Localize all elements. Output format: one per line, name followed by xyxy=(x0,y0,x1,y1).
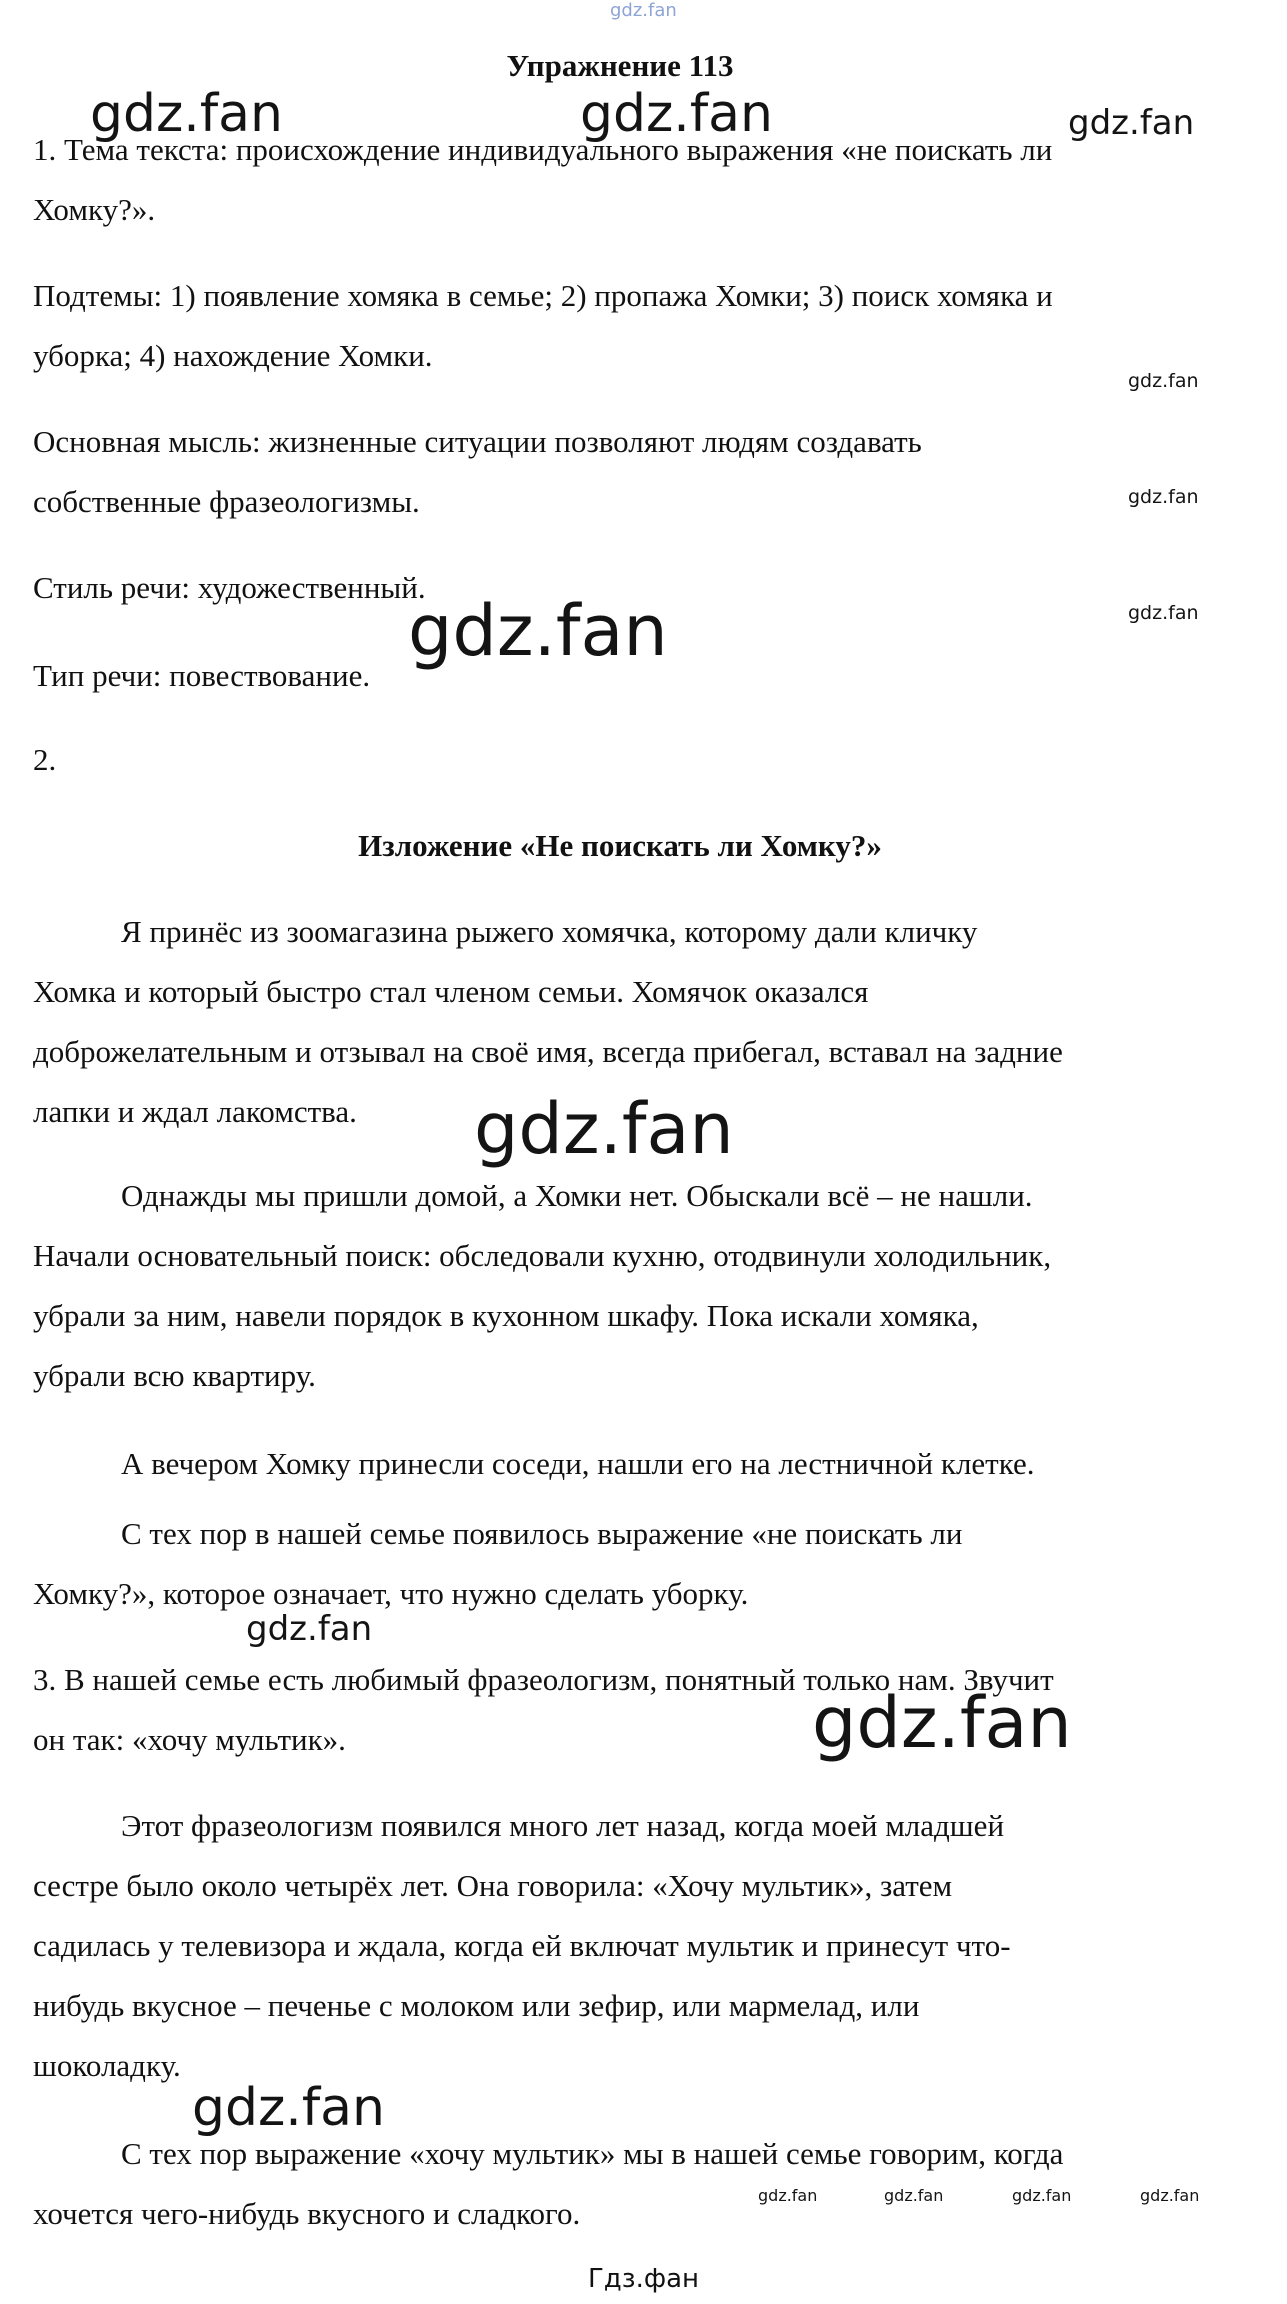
watermark: gdz.fan xyxy=(1128,486,1199,508)
part3-p1-line-1: Этот фразеологизм появился много лет назад, когда моей младшей xyxy=(121,1808,1005,1843)
subthemes-line-1: Подтемы: 1) появление хомяка в семье; 2) пропажа Хомки; 3) поиск хомяка и xyxy=(33,278,1053,313)
part3-p2-line-1: С тех пор выражение «хочу мультик» мы в нашей семье говорим, когда xyxy=(121,2136,1064,2171)
essay-p4-line-2: Хомку?», которое означает, что нужно сделать уборку. xyxy=(33,1576,749,1611)
essay-p1-line-2: Хомка и который быстро стал членом семьи. Хомячок оказался xyxy=(33,974,869,1009)
watermark: gdz.fan xyxy=(812,1682,1072,1764)
watermark: gdz.fan xyxy=(1012,2186,1072,2205)
essay-p4-line-1: С тех пор в нашей семье появилось выражение «не поискать ли xyxy=(121,1516,963,1551)
part3-p1-line-3: садилась у телевизора и ждала, когда ей включат мультик и принесут что- xyxy=(33,1928,1011,1963)
speech-type: Тип речи: повествование. xyxy=(33,658,371,693)
essay-p2-line-1: Однажды мы пришли домой, а Хомки нет. Обыскали всё – не нашли. xyxy=(121,1178,1033,1213)
watermark: gdz.fan xyxy=(1140,2186,1200,2205)
main-idea-line-1: Основная мысль: жизненные ситуации позволяют людям создавать xyxy=(33,424,922,459)
essay-p2-line-2: Начали основательный поиск: обследовали кухню, отодвинули холодильник, xyxy=(33,1238,1052,1273)
part3-p2-line-2: хочется чего-нибудь вкусного и сладкого. xyxy=(33,2196,581,2231)
watermark: gdz.fan xyxy=(474,1088,734,1170)
essay-p1-line-4: лапки и ждал лакомства. xyxy=(33,1094,357,1129)
exercise-title: Упражнение 113 xyxy=(506,48,734,83)
theme-line-2: Хомку?». xyxy=(33,192,156,227)
part-2-number: 2. xyxy=(33,742,57,777)
part3-p1-line-4: нибудь вкусное – печенье с молоком или зефир, или мармелад, или xyxy=(33,1988,920,2023)
footer-text: Гдз.фан xyxy=(587,2264,700,2294)
watermark: gdz.fan xyxy=(192,2078,385,2138)
theme-line-1: 1. Тема текста: происхождение индивидуального выражения «не поискать ли xyxy=(33,132,1053,167)
watermark: gdz.fan xyxy=(758,2186,818,2205)
part-3-line-1: 3. В нашей семье есть любимый фразеологизм, понятный только нам. Звучит xyxy=(33,1662,1054,1697)
essay-title: Изложение «Не поискать ли Хомку?» xyxy=(358,828,882,863)
watermark: gdz.fan xyxy=(90,84,283,144)
essay-p1-line-3: доброжелательным и отзывал на своё имя, всегда прибегал, вставал на задние xyxy=(33,1034,1063,1069)
speech-style: Стиль речи: художественный. xyxy=(33,570,426,605)
essay-p1-line-1: Я принёс из зоомагазина рыжего хомячка, которому дали кличку xyxy=(121,914,978,949)
watermark: gdz.fan xyxy=(246,1609,373,1649)
essay-p2-line-4: убрали всю квартиру. xyxy=(33,1358,316,1393)
main-idea-line-2: собственные фразеологизмы. xyxy=(33,484,420,519)
part3-p1-line-5: шоколадку. xyxy=(33,2048,181,2083)
watermark: gdz.fan xyxy=(1068,103,1195,143)
watermark: gdz.fan xyxy=(1128,370,1199,392)
top-watermark: gdz.fan xyxy=(610,0,677,21)
subthemes-line-2: уборка; 4) нахождение Хомки. xyxy=(33,338,433,373)
watermark: gdz.fan xyxy=(884,2186,944,2205)
part-3-line-2: он так: «хочу мультик». xyxy=(33,1722,346,1757)
essay-p2-line-3: убрали за ним, навели порядок в кухонном шкафу. Пока искали хомяка, xyxy=(33,1298,979,1333)
watermark: gdz.fan xyxy=(580,84,773,144)
part3-p1-line-2: сестре было около четырёх лет. Она говорила: «Хочу мультик», затем xyxy=(33,1868,953,1903)
watermark: gdz.fan xyxy=(1128,602,1199,624)
essay-p3-line-1: А вечером Хомку принесли соседи, нашли его на лестничной клетке. xyxy=(121,1446,1035,1481)
watermark: gdz.fan xyxy=(408,590,668,672)
